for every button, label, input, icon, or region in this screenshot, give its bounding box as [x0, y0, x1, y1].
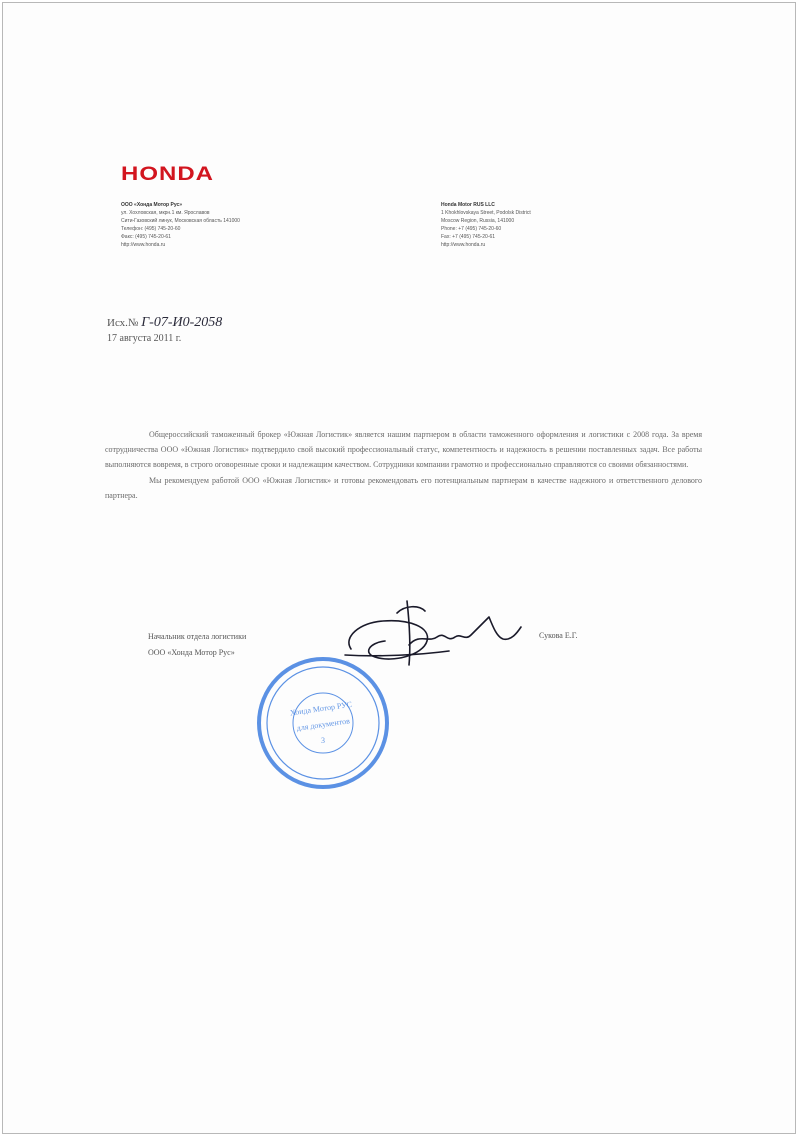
reference-number [107, 315, 222, 331]
reference-prefix: Исх.№ [107, 317, 139, 329]
address-line: ООО «Хонда Мотор Рус» [121, 202, 183, 208]
address-line: http://www.honda.ru [441, 242, 486, 248]
signatory-name: Сукова Е.Г. [539, 631, 578, 640]
address-line: Honda Motor RUS LLC [441, 202, 495, 208]
handwritten-signature [339, 597, 529, 675]
svg-text:для документов: для документов [296, 716, 351, 733]
letter-body [105, 427, 702, 503]
svg-text:3: 3 [321, 736, 325, 745]
signatory-company: ООО «Хонда Мотор Рус» [148, 648, 235, 657]
letter-date: 17 августа 2011 г. [107, 333, 182, 344]
address-line: Phone: +7 (495) 745-20-60 [441, 226, 502, 232]
letter-page [2, 2, 796, 1134]
sender-address-en [441, 201, 651, 249]
body-paragraph: Общероссийский таможенный брокер «Южная Логистик» является нашим партнером в области таможенного оформления и логистики с 2008 года. За время сотрудничества ООО «Южная Логистик» подтвердило свой высокий профессиональный статус, компетентность и надежность в решении поставленных задач. Все работы выполняются вовремя, в строго оговоренные сроки и надлежащим качеством. Сотрудники компании грамотно и профессионально справляются со своими обязанностями. [105, 430, 702, 470]
signatory-title [148, 629, 246, 661]
address-line: Факс: (495) 745-20-61 [121, 234, 171, 240]
reference-value: Г-07-И0-2058 [141, 315, 223, 330]
address-line: Сити-Газовский линук, Московская область 141000 [121, 218, 240, 224]
address-line: ул. Хохловская, мкрн.1 км. Ярославов [121, 210, 210, 216]
address-line: 1 Khokhlovskaya Street, Podolsk District [441, 210, 531, 216]
address-line: Fax: +7 (495) 745-20-61 [441, 234, 496, 240]
sender-address-ru [121, 201, 361, 249]
honda-logo: HONDA [121, 163, 214, 186]
svg-text:Хонда Мотор РУС: Хонда Мотор РУС [289, 699, 353, 718]
signatory-position: Начальник отдела логистики [148, 632, 247, 641]
body-paragraph: Мы рекомендуем работой ООО «Южная Логистик» и готовы рекомендовать его потенциальным партнерам в качестве надежного и ответственного делового партнера. [105, 475, 702, 500]
address-line: Телефон: (495) 745-20-60 [121, 226, 181, 232]
address-line: Moscow Region, Russia, 141000 [441, 218, 515, 224]
address-line: http://www.honda.ru [121, 242, 166, 248]
